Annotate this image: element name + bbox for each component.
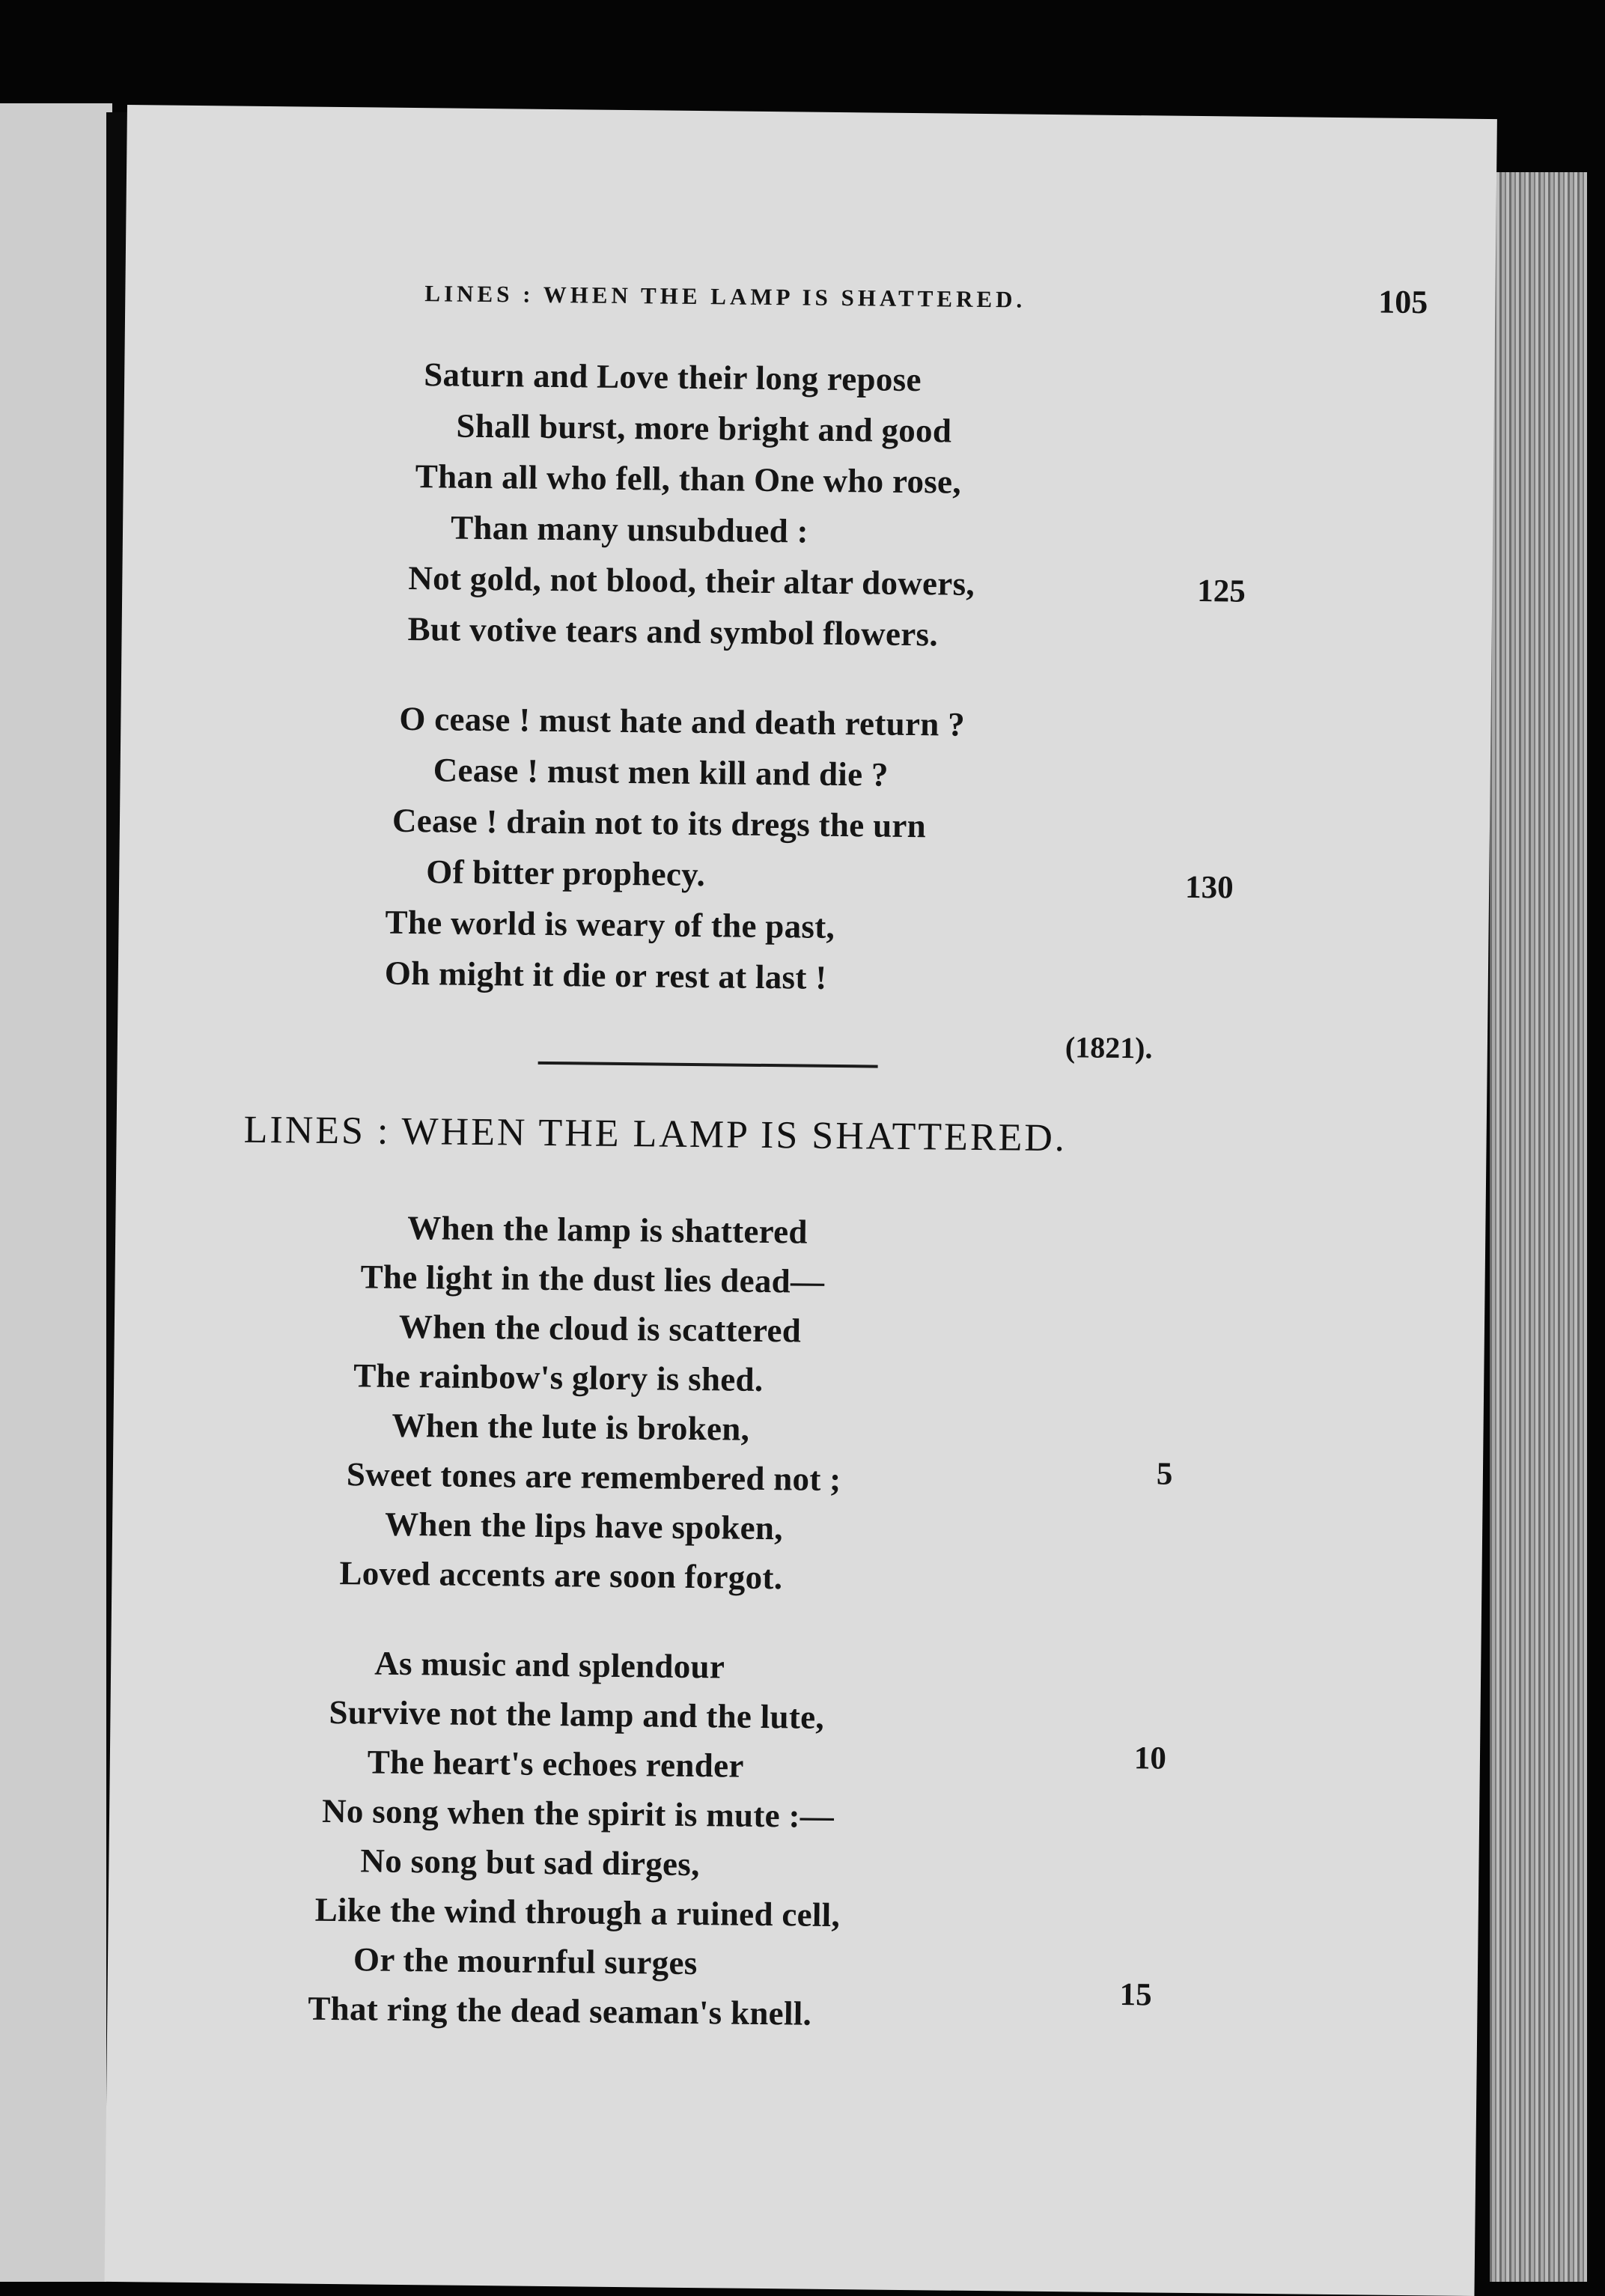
line-number: 10 bbox=[1133, 1741, 1167, 1776]
verse-line: The rainbow's glory is shed. bbox=[353, 1356, 764, 1398]
verse-line: No song but sad dirges, bbox=[360, 1842, 700, 1884]
verse-line: Survive not the lamp and the lute, bbox=[329, 1693, 825, 1736]
line-number: 125 bbox=[1197, 573, 1246, 609]
verse-line: Saturn and Love their long repose bbox=[423, 356, 922, 399]
page-header bbox=[424, 280, 1428, 321]
verse-line: No song when the spirit is mute :— bbox=[321, 1791, 835, 1836]
verse-line: When the cloud is scattered bbox=[398, 1307, 802, 1350]
verse-line: Than many unsubdued : bbox=[450, 508, 809, 550]
verse-line: Or the mournful surges bbox=[353, 1940, 698, 1982]
verse-line: But votive tears and symbol flowers. bbox=[407, 609, 939, 654]
verse-line: The light in the dust lies dead— bbox=[360, 1258, 825, 1300]
book-page bbox=[105, 105, 1497, 2296]
verse-line: Cease ! drain not to its dregs the urn bbox=[392, 801, 927, 845]
verse-line: When the lips have spoken, bbox=[384, 1505, 784, 1547]
verse-line: The heart's echoes render bbox=[367, 1743, 744, 1785]
poem-date: (1821). bbox=[1065, 1030, 1153, 1065]
verse-line: Like the wind through a ruined cell, bbox=[314, 1890, 841, 1934]
page-edges bbox=[1490, 172, 1587, 2282]
verse-line: Than all who fell, than One who rose, bbox=[415, 457, 962, 501]
verse-line: Not gold, not blood, their altar dowers, bbox=[408, 558, 975, 603]
verse-line: Cease ! must men kill and die ? bbox=[433, 751, 889, 794]
page-number: 105 bbox=[1378, 283, 1428, 321]
verse-line: Loved accents are soon forgot. bbox=[339, 1554, 783, 1597]
verse-line: When the lute is broken, bbox=[392, 1406, 750, 1448]
verse-line: Of bitter prophecy. bbox=[426, 853, 706, 894]
running-title: LINES : WHEN THE LAMP IS SHATTERED. bbox=[424, 280, 1026, 313]
verse-line: O cease ! must hate and death return ? bbox=[399, 699, 966, 743]
verse-line: The world is weary of the past, bbox=[385, 903, 835, 945]
line-number: 15 bbox=[1119, 1977, 1152, 2013]
verse-line: As music and splendour bbox=[374, 1644, 725, 1686]
verse-line: Oh might it die or rest at last ! bbox=[384, 954, 827, 996]
verse-line: Shall burst, more bright and good bbox=[456, 406, 952, 450]
line-number: 5 bbox=[1156, 1456, 1173, 1492]
verse-line: Sweet tones are remembered not ; bbox=[346, 1455, 841, 1499]
verse-line: That ring the dead seaman's knell. bbox=[308, 1989, 812, 2032]
poem-title: LINES : WHEN THE LAMP IS SHATTERED. bbox=[243, 1108, 1068, 1160]
previous-page-edge bbox=[0, 103, 112, 2282]
verse-line: When the lamp is shattered bbox=[407, 1209, 808, 1251]
section-divider bbox=[538, 1062, 878, 1068]
line-number: 130 bbox=[1184, 869, 1234, 906]
